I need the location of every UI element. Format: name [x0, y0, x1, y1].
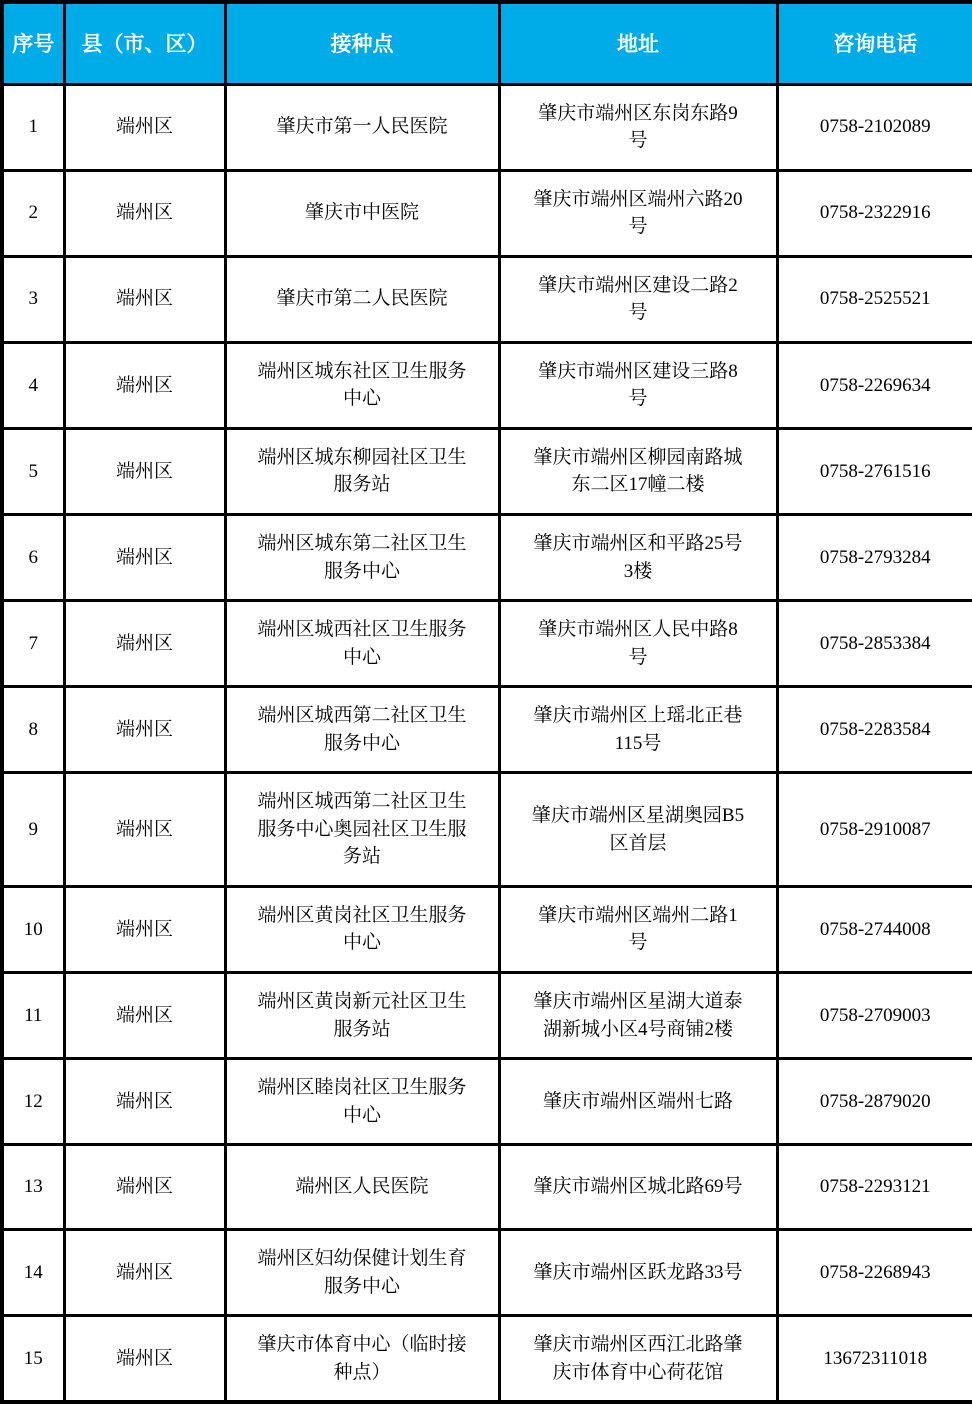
cell-site: 端州区睦岗社区卫生服务中心	[225, 1059, 499, 1145]
cell-address: 肇庆市端州区跃龙路33号	[499, 1230, 777, 1316]
cell-district: 端州区	[64, 1145, 225, 1230]
table-row	[2, 601, 972, 687]
table-row	[2, 886, 972, 972]
cell-phone: 0758-2293121	[777, 1145, 972, 1230]
cell-district: 端州区	[64, 972, 225, 1058]
cell-phone: 13672311018	[777, 1316, 972, 1403]
cell-site: 端州区城东柳园社区卫生服务站	[225, 428, 499, 514]
cell-serial: 15	[2, 1316, 64, 1403]
cell-phone: 0758-2744008	[777, 886, 972, 972]
cell-site: 端州区城西第二社区卫生服务中心奥园社区卫生服务站	[225, 773, 499, 887]
cell-site: 端州区城东社区卫生服务中心	[225, 342, 499, 428]
table-row	[2, 1145, 972, 1230]
cell-phone: 0758-2709003	[777, 972, 972, 1058]
cell-site: 肇庆市中医院	[225, 170, 499, 256]
table-row	[2, 428, 972, 514]
cell-site: 肇庆市体育中心（临时接种点）	[225, 1316, 499, 1403]
table-row	[2, 342, 972, 428]
table-row	[2, 687, 972, 773]
cell-district: 端州区	[64, 514, 225, 600]
cell-phone: 0758-2525521	[777, 256, 972, 342]
header-row	[2, 2, 972, 84]
cell-site: 端州区城西第二社区卫生服务中心	[225, 687, 499, 773]
cell-serial: 1	[2, 84, 64, 170]
table-row	[2, 256, 972, 342]
cell-district: 端州区	[64, 342, 225, 428]
cell-serial: 12	[2, 1059, 64, 1145]
cell-serial: 4	[2, 342, 64, 428]
cell-phone: 0758-2269634	[777, 342, 972, 428]
table-row	[2, 170, 972, 256]
cell-address: 肇庆市端州区和平路25号3楼	[499, 514, 777, 600]
cell-address: 肇庆市端州区建设二路2号	[499, 256, 777, 342]
column-header-phone: 咨询电话	[777, 2, 972, 84]
cell-address: 肇庆市端州区星湖大道泰湖新城小区4号商铺2楼	[499, 972, 777, 1058]
cell-serial: 14	[2, 1230, 64, 1316]
cell-district: 端州区	[64, 601, 225, 687]
cell-phone: 0758-2910087	[777, 773, 972, 887]
cell-serial: 3	[2, 256, 64, 342]
cell-address: 肇庆市端州区柳园南路城东二区17幢二楼	[499, 428, 777, 514]
cell-serial: 9	[2, 773, 64, 887]
cell-serial: 11	[2, 972, 64, 1058]
table-row	[2, 84, 972, 170]
cell-address: 肇庆市端州区人民中路8号	[499, 601, 777, 687]
cell-site: 肇庆市第二人民医院	[225, 256, 499, 342]
cell-serial: 10	[2, 886, 64, 972]
table-row	[2, 972, 972, 1058]
cell-district: 端州区	[64, 428, 225, 514]
cell-serial: 2	[2, 170, 64, 256]
cell-phone: 0758-2322916	[777, 170, 972, 256]
table-row	[2, 1316, 972, 1403]
cell-phone: 0758-2761516	[777, 428, 972, 514]
cell-district: 端州区	[64, 1316, 225, 1403]
cell-site: 端州区妇幼保健计划生育服务中心	[225, 1230, 499, 1316]
cell-phone: 0758-2793284	[777, 514, 972, 600]
cell-site: 端州区人民医院	[225, 1145, 499, 1230]
cell-site: 端州区城西社区卫生服务中心	[225, 601, 499, 687]
table-row	[2, 1230, 972, 1316]
cell-district: 端州区	[64, 1230, 225, 1316]
cell-site: 端州区黄岗新元社区卫生服务站	[225, 972, 499, 1058]
cell-site: 端州区城东第二社区卫生服务中心	[225, 514, 499, 600]
cell-phone: 0758-2853384	[777, 601, 972, 687]
cell-district: 端州区	[64, 886, 225, 972]
table-row	[2, 773, 972, 887]
cell-address: 肇庆市端州区建设三路8号	[499, 342, 777, 428]
cell-serial: 8	[2, 687, 64, 773]
cell-district: 端州区	[64, 773, 225, 887]
cell-phone: 0758-2283584	[777, 687, 972, 773]
cell-serial: 6	[2, 514, 64, 600]
cell-phone: 0758-2102089	[777, 84, 972, 170]
cell-address: 肇庆市端州区星湖奥园B5区首层	[499, 773, 777, 887]
cell-address: 肇庆市端州区西江北路肇庆市体育中心荷花馆	[499, 1316, 777, 1403]
cell-site: 肇庆市第一人民医院	[225, 84, 499, 170]
table-row	[2, 514, 972, 600]
cell-address: 肇庆市端州区端州二路1号	[499, 886, 777, 972]
column-header-district: 县（市、区）	[64, 2, 225, 84]
cell-address: 肇庆市端州区上瑶北正巷115号	[499, 687, 777, 773]
column-header-site: 接种点	[225, 2, 499, 84]
table-row	[2, 1059, 972, 1145]
cell-district: 端州区	[64, 687, 225, 773]
column-header-serial: 序号	[2, 2, 64, 84]
cell-phone: 0758-2879020	[777, 1059, 972, 1145]
cell-district: 端州区	[64, 84, 225, 170]
cell-address: 肇庆市端州区端州七路	[499, 1059, 777, 1145]
column-header-address: 地址	[499, 2, 777, 84]
cell-serial: 7	[2, 601, 64, 687]
cell-district: 端州区	[64, 256, 225, 342]
cell-address: 肇庆市端州区城北路69号	[499, 1145, 777, 1230]
cell-address: 肇庆市端州区东岗东路9号	[499, 84, 777, 170]
cell-phone: 0758-2268943	[777, 1230, 972, 1316]
cell-address: 肇庆市端州区端州六路20号	[499, 170, 777, 256]
cell-serial: 13	[2, 1145, 64, 1230]
cell-serial: 5	[2, 428, 64, 514]
cell-site: 端州区黄岗社区卫生服务中心	[225, 886, 499, 972]
cell-district: 端州区	[64, 1059, 225, 1145]
cell-district: 端州区	[64, 170, 225, 256]
